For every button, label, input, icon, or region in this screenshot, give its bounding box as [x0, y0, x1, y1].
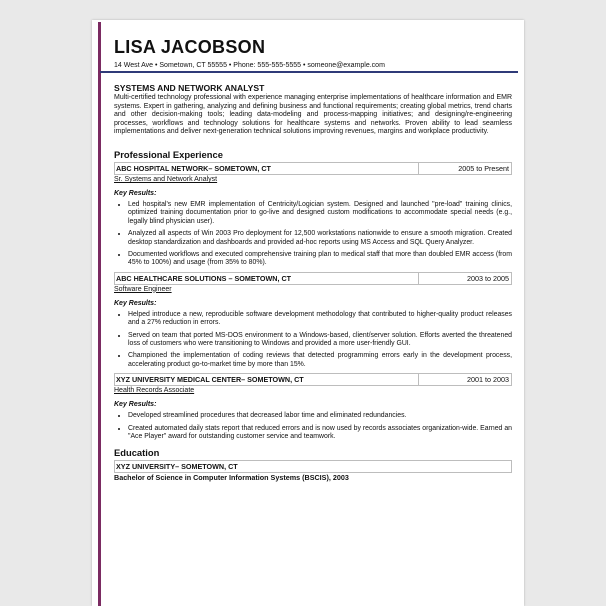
job-dates: 2003 to 2005: [418, 273, 511, 284]
key-results-label: Key Results:: [114, 189, 157, 197]
key-results-label: Key Results:: [114, 299, 157, 307]
bullet-item: • Analyzed all aspects of Win 2003 Pro deployment for 12,500 workstations nationwide to ensure a smooth migration. Created desktop standardization and dashboards and provided ad-hoc reports using MS Access and SQL Query Analyzer.: [128, 230, 512, 247]
candidate-name: LISA JACOBSON: [114, 37, 266, 57]
job-title: Health Records Associate: [114, 387, 195, 395]
summary: Multi-certified technology professional with experience managing enterprise implementations of healthcare information and EMR systems. Expert in gathering, analyzing and defining business and functional requirements; creating global metrics, trend charts and other decision-making tools; leading data-modeling and process-mapping initiatives; and designing/re-engineering processes, workflows and technology solutions for healthcare systems and networks. Proven ability to lead seamless implementations and deliver next-generation technical solutions improving revenues, margins and workplace productivity.: [114, 94, 512, 136]
bullet-item: • Led hospital's new EMR implementation of Centricity/Logician system. Designed and launched "pre-load" training clinics, optimized training documentation prior to go-live and designed custom modifications to accommodate special needs (e.g., legally blind physician user).: [128, 201, 512, 226]
job-header: [114, 373, 512, 386]
job-dates: 2001 to 2003: [418, 374, 511, 385]
bullet-list: [114, 412, 512, 441]
job-header: [114, 162, 512, 175]
job-title: Software Engineer: [114, 285, 172, 293]
job-entry: [114, 162, 512, 268]
bullet-item: • Served on team that ported MS-DOS environment to a Windows-based, client/server solution. Efforts averted the threatened loss of customers who were transitioning to Windows and provided a more user-friendly GUI.: [128, 332, 512, 349]
experience-section-title: Professional Experience: [114, 148, 223, 160]
employer: ABC HOSPITAL NETWORK– SOMETOWN, CT: [116, 163, 271, 173]
bullet-list: [114, 201, 512, 268]
bullet-item: • Developed streamlined procedures that decreased labor time and eliminated redundancies.: [128, 412, 512, 420]
key-results-label: Key Results:: [114, 401, 157, 409]
bullet-list: [114, 311, 512, 369]
job-dates: 2005 to Present: [418, 163, 511, 174]
bullet-item: • Documented workflows and executed comprehensive training plan to medical staff that more than doubled EMR access (from 45% to 100%) and usage (from 35% to 80%).: [128, 251, 512, 268]
education-section-title: Education: [114, 447, 160, 459]
employer: XYZ UNIVERSITY MEDICAL CENTER– SOMETOWN, CT: [116, 375, 304, 385]
headline: SYSTEMS AND NETWORK ANALYST: [114, 83, 265, 93]
job-title: Sr. Systems and Network Analyst: [114, 175, 218, 183]
bullet-item: • Helped introduce a new, reproducible software development methodology that contributed to higher-quality product releases and a 27% reduction in errors.: [128, 311, 512, 328]
job-header: [114, 272, 512, 285]
employer: ABC HEALTHCARE SOLUTIONS – SOMETOWN, CT: [116, 273, 292, 283]
contact-line: 14 West Ave • Sometown, CT 55555 • Phone: 555-555-5555 • someone@example.com: [114, 62, 385, 69]
resume-content: [114, 36, 512, 483]
job-entry: [114, 272, 512, 369]
bullet-item: • Championed the implementation of coding reviews that detected programming errors early in the development process, accelerating product go-to-market time by more than 15%.: [128, 352, 512, 369]
bullet-item: • Created automated daily stats report that reduced errors and is now used by records associates organization-wide. Earned an "Ace Player" award for outstanding customer service and teamwork.: [128, 425, 512, 442]
job-entry: [114, 373, 512, 441]
degree: Bachelor of Science in Computer Information Systems (BSCIS), 2003: [114, 473, 349, 483]
school: XYZ UNIVERSITY– SOMETOWN, CT: [114, 460, 512, 473]
left-accent-bar: [98, 22, 101, 606]
